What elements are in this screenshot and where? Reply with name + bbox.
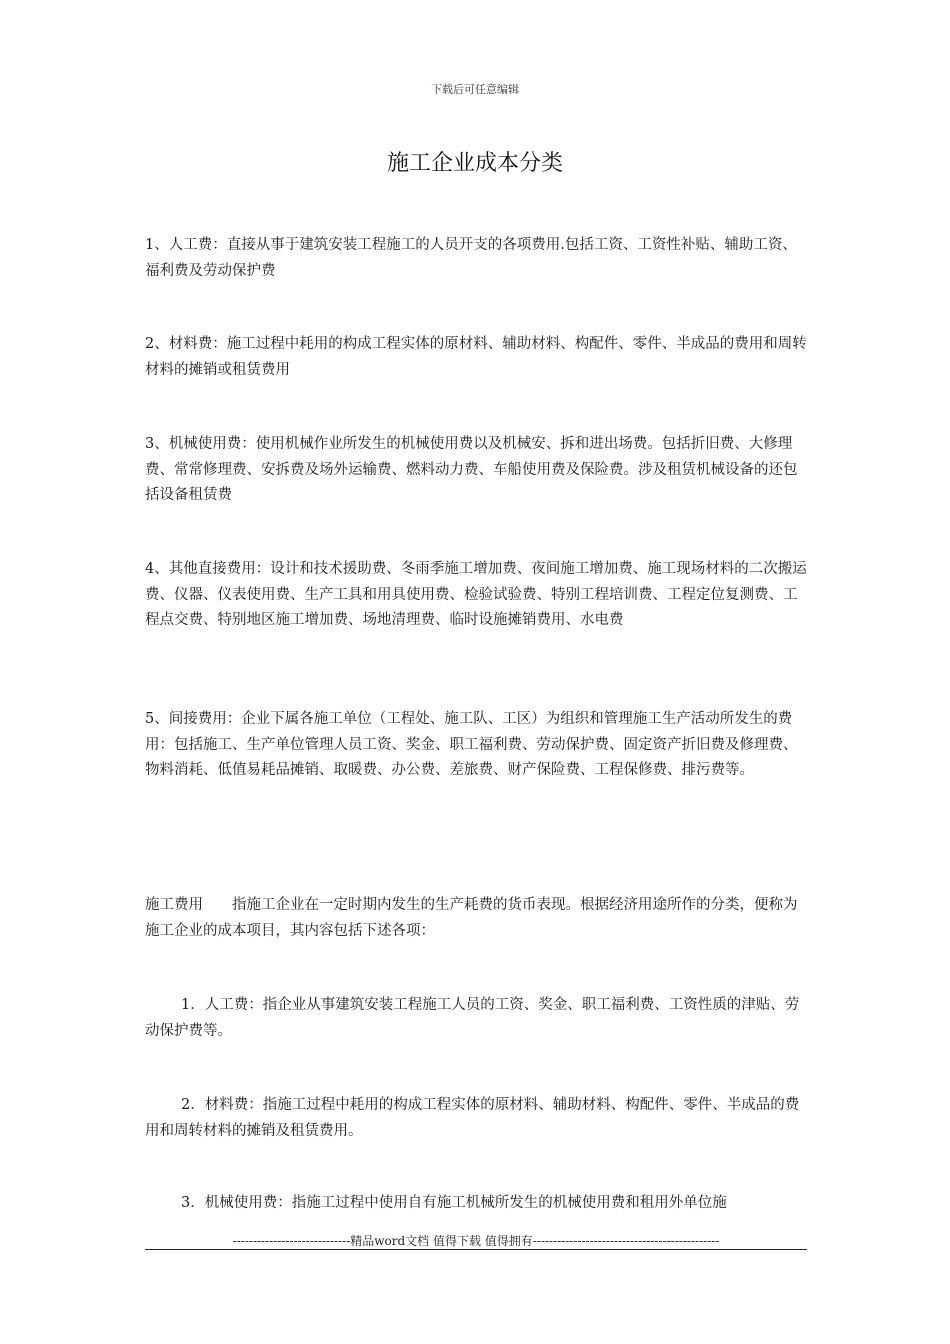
paragraph-construction-expense: 施工费用 指施工企业在一定时期内发生的生产耗费的货币表现。根据经济用途所作的分类，便称为施工企业的成本项目，其内容包括下述各项： [145, 897, 798, 939]
list-item-material-cost: 2．材料费：指施工过程中耗用的构成工程实体的原材料、辅助材料、构配件、零件、半成品的费用和周转材料的摊销及租赁费用。 [145, 1097, 800, 1139]
page-title: 施工企业成本分类 [386, 151, 563, 176]
footer-text: -----------------------------精品word文档 值得下载 值得拥有---------------------------------------------- [232, 1234, 720, 1248]
list-item-labor-cost: 1．人工费：指企业从事建筑安装工程施工人员的工资、奖金、职工福利费、工资性质的津贴、劳动保护费等。 [145, 997, 800, 1039]
paragraph-machinery-cost: 3、机械使用费：使用机械作业所发生的机械使用费以及机械安、拆和进出场费。包括折旧费、大修理费、常常修理费、安拆费及场外运输费、燃料动力费、车船使用费及保险费。涉及租赁机械设备的还包括设备租赁费 [145, 436, 798, 503]
footer-divider [145, 1249, 807, 1250]
paragraph-labor-cost: 1、人工费：直接从事于建筑安装工程施工的人员开支的各项费用.包括工资、工资性补贴、辅助工资、福利费及劳动保护费 [145, 237, 797, 279]
paragraph-material-cost: 2、材料费：施工过程中耗用的构成工程实体的原材料、辅助材料、构配件、零件、半成品的费用和周转材料的摊销或租赁费用 [145, 336, 807, 378]
header-note: 下载后可任意编辑 [431, 83, 519, 96]
paragraph-indirect-cost: 5、间接费用：企业下属各施工单位（工程处、施工队、工区）为组织和管理施工生产活动所发生的费用：包括施工、生产单位管理人员工资、奖金、职工福利费、劳动保护费、固定资产折旧费及修理费、物料消耗、低值易耗品摊销、取暖费、办公费、差旅费、财产保险费、工程保修费、排污费等。 [145, 711, 798, 778]
list-item-machinery-cost: 3．机械使用费：指施工过程中使用自有施工机械所发生的机械使用费和租用外单位施 [181, 1195, 727, 1211]
paragraph-other-direct-cost: 4、其他直接费用：设计和技术援助费、冬雨季施工增加费、夜间施工增加费、施工现场材料的二次搬运费、仪器、仪表使用费、生产工具和用具使用费、检验试验费、特别工程培训费、工程定位复测费、工程点交费、特别地区施工增加费、场地清理费、临时设施摊销费用、水电费 [145, 561, 807, 628]
